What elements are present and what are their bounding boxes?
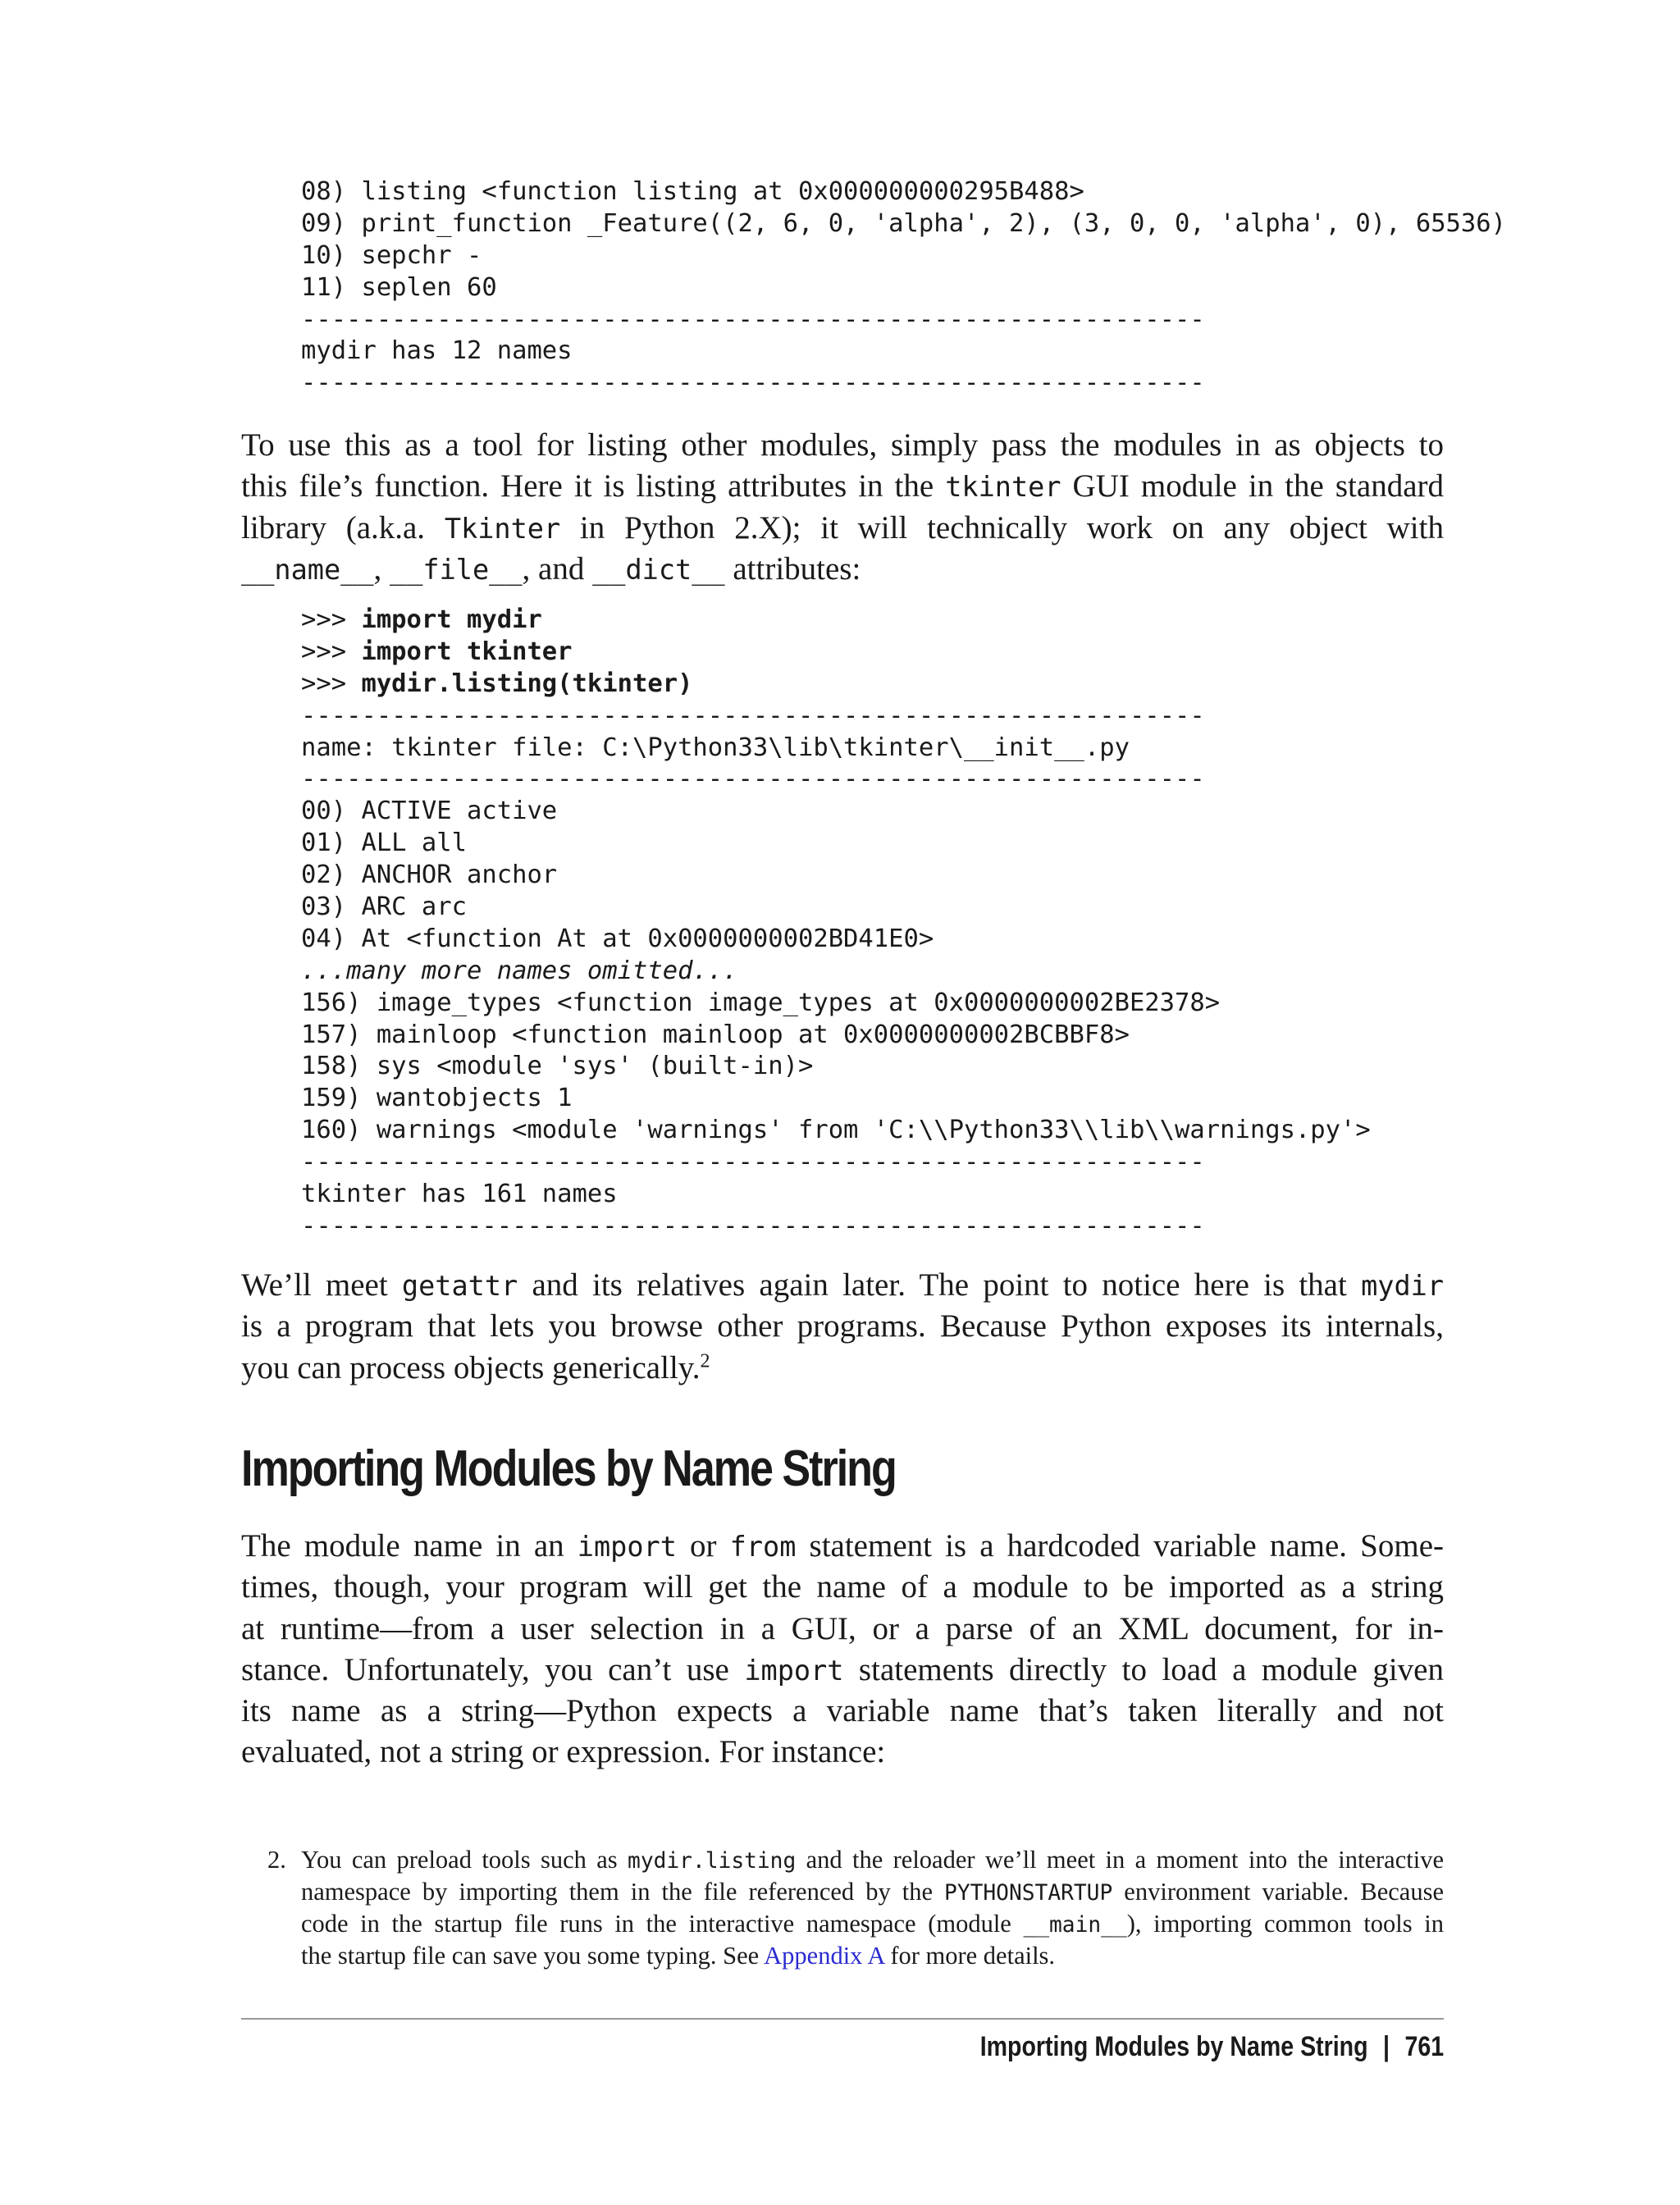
inline-code: mydir.listing [628, 1849, 797, 1874]
text-line: times, though, your program will get the name of a module to be imported as a string [241, 1569, 1444, 1605]
code-line: 159) wantobjects 1 [301, 1084, 573, 1113]
page-footer [980, 2031, 1444, 2063]
code-line: 158) sys <module 'sys' (built-in)> [301, 1052, 814, 1081]
running-title: Importing Modules by Name String [979, 2031, 1368, 2062]
code-line: 03) ARC arc [301, 892, 467, 922]
inline-code: import [577, 1531, 677, 1563]
code-line: 156) image_types <function image_types at 0x0000000002BE2378> [301, 988, 1221, 1017]
text-line [241, 1265, 1444, 1306]
appendix-a-link[interactable]: Appendix A [764, 1942, 884, 1970]
footnote-reference[interactable]: 2 [700, 1349, 710, 1372]
text-line [241, 508, 1444, 549]
code-line: 157) mainloop <function mainloop at 0x0000000002BCBBF8> [301, 1020, 1130, 1049]
text-run: We’ll meet [241, 1267, 402, 1303]
code-line: 10) sepchr - [301, 240, 482, 270]
text-line [241, 1650, 1444, 1691]
text-line [241, 1526, 1444, 1567]
code-separator: ------------------------------------------------------------ [301, 701, 1205, 730]
code-line: 02) ANCHOR anchor [301, 861, 558, 890]
paragraph-getattr [241, 1265, 1444, 1389]
text-line: evaluated, not a string or expression. For instance: [241, 1734, 886, 1770]
inline-code: import [744, 1654, 844, 1687]
code-separator: ------------------------------------------------------------ [301, 1148, 1205, 1177]
code-input: import mydir [361, 605, 542, 634]
code-block-tkinter-listing [301, 605, 1371, 1243]
footer-separator: | [1382, 2031, 1390, 2062]
text-run: and the reloader we’ll meet in a moment into the interactive [796, 1846, 1444, 1874]
text-run: attributes: [724, 550, 861, 587]
text-line [301, 1844, 1444, 1876]
text-run: ), importing common tools in [1126, 1910, 1444, 1938]
text-run: , [373, 550, 390, 587]
code-line: 11) seplen 60 [301, 272, 497, 302]
text-run: namespace by importing them in the file referenced by the [301, 1878, 945, 1906]
code-separator: ------------------------------------------------------------ [301, 304, 1205, 334]
code-line: 09) print_function _Feature((2, 6, 0, 'alpha', 2), (3, 0, 0, 'alpha', 0), 65536) [301, 208, 1507, 238]
code-line: 01) ALL all [301, 829, 467, 858]
footnote [269, 1844, 1444, 1972]
text-line: at runtime—from a user selection in a GUI, or a parse of an XML document, for in- [241, 1610, 1444, 1646]
code-block-mydir-output [301, 176, 1506, 399]
text-line: To use this as a tool for listing other modules, simply pass the modules in as objects to [241, 427, 1444, 463]
code-input: mydir.listing(tkinter) [361, 669, 693, 698]
code-line: 160) warnings <module 'warnings' from 'C:\\Python33\\lib\\warnings.py'> [301, 1116, 1371, 1145]
text-run: this file’s function. Here it is listing attributes in the [241, 468, 946, 504]
text-run: , and [522, 550, 593, 587]
inline-code: __file__ [390, 553, 523, 586]
text-run: code in the startup file runs in the interactive namespace (module [301, 1910, 1024, 1938]
code-line: 00) ACTIVE active [301, 797, 558, 826]
text-run: and its relatives again later. The point to notice here is that [518, 1267, 1362, 1303]
text-run: in Python 2.X); it will technically work on any object with [560, 509, 1444, 546]
text-line [301, 1908, 1444, 1940]
inline-code: tkinter [945, 471, 1061, 504]
text-run: The module name in an [241, 1528, 578, 1564]
footnote-number: 2. [267, 1846, 286, 1874]
footer-divider [241, 2018, 1444, 2020]
inline-code: PYTHONSTARTUP [944, 1881, 1113, 1906]
inline-code: __name__ [241, 553, 374, 586]
inline-code: Tkinter [444, 512, 561, 545]
code-omitted-note: ...many more names omitted... [301, 956, 738, 985]
inline-code: __dict__ [592, 553, 725, 586]
code-separator: ------------------------------------------------------------ [301, 1211, 1205, 1240]
text-run: the startup file can save you some typing. See [301, 1942, 765, 1970]
paragraph-import-by-string [241, 1526, 1444, 1774]
text-run: for more details. [883, 1942, 1056, 1970]
text-line [241, 1348, 1444, 1389]
text-line [241, 466, 1444, 507]
text-run: statement is a hardcoded variable name. Some- [796, 1528, 1444, 1564]
text-run: or [676, 1528, 730, 1564]
code-line: 08) listing <function listing at 0x000000000295B488> [301, 177, 1084, 206]
inline-code: getattr [401, 1270, 518, 1302]
section-heading: Importing Modules by Name String [241, 1440, 896, 1497]
code-line [301, 637, 1371, 669]
paragraph-tool-usage [241, 425, 1444, 590]
code-line [301, 605, 1371, 637]
inline-code: from [729, 1531, 797, 1563]
text-run: library (a.k.a. [241, 509, 445, 546]
code-line: tkinter has 161 names [301, 1180, 618, 1209]
code-line: name: tkinter file: C:\Python33\lib\tkinter\__init__.py [301, 733, 1130, 762]
text-run: you can process objects generically. [241, 1349, 701, 1386]
code-input: import tkinter [361, 637, 573, 666]
code-separator: ------------------------------------------------------------ [301, 368, 1205, 398]
text-run: environment variable. Because [1112, 1878, 1444, 1906]
code-line [301, 669, 1371, 701]
prompt: >>> [301, 605, 362, 634]
inline-code: __main__ [1023, 1913, 1127, 1938]
text-line: is a program that lets you browse other programs. Because Python exposes its internals, [241, 1308, 1444, 1344]
code-line: mydir has 12 names [301, 336, 573, 366]
code-line: 04) At <function At at 0x0000000002BD41E0> [301, 924, 934, 953]
prompt: >>> [301, 637, 362, 666]
text-line [301, 1940, 1444, 1972]
prompt: >>> [301, 669, 362, 698]
page-number: 761 [1404, 2031, 1444, 2062]
text-run: GUI module in the standard [1061, 468, 1444, 504]
inline-code: mydir [1361, 1270, 1445, 1302]
code-separator: ------------------------------------------------------------ [301, 765, 1205, 794]
text-run: statements directly to load a module given [843, 1651, 1444, 1687]
footnote-body [301, 1844, 1444, 1972]
text-line [301, 1876, 1444, 1908]
text-line: its name as a string—Python expects a variable name that’s taken literally and not [241, 1693, 1444, 1729]
text-run: You can preload tools such as [301, 1846, 628, 1874]
text-line [241, 549, 1444, 590]
text-run: stance. Unfortunately, you can’t use [241, 1651, 745, 1687]
